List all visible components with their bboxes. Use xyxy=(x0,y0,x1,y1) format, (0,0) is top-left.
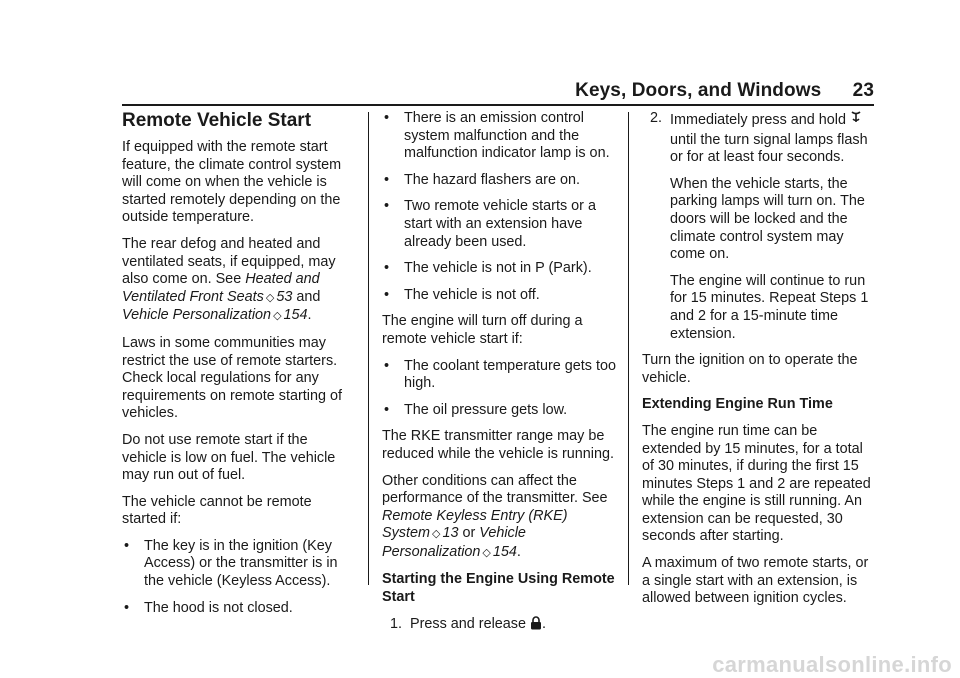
conjunction: or xyxy=(462,525,476,542)
xref-page[interactable]: 154 xyxy=(492,543,517,560)
step-text: Immediately press and hold xyxy=(670,112,846,128)
bullet-glyph: • xyxy=(384,260,390,277)
paragraph-text: The rear defog and heated and ventilated seats, if equipped, may also come on. See xyxy=(122,235,336,288)
list-item-text: The vehicle is not off. xyxy=(404,286,540,303)
xref-page[interactable]: 13 xyxy=(442,525,459,542)
bullet-glyph: • xyxy=(384,357,390,374)
column-3 xyxy=(642,110,874,617)
list-item xyxy=(382,198,618,251)
list-item xyxy=(382,110,618,163)
paragraph-fuel: Do not use remote start if the vehicle is low on fuel. The vehicle may run out of fuel. xyxy=(122,431,336,484)
header-rule xyxy=(122,104,874,106)
list-item xyxy=(382,172,618,190)
subheading-starting-engine: Starting the Engine Using Remote Start xyxy=(382,571,615,606)
period: . xyxy=(307,307,312,324)
page-number: 23 xyxy=(852,80,874,101)
column-1 xyxy=(122,110,354,626)
bullet-glyph: • xyxy=(124,599,130,616)
xref-arrow-icon: ◇ xyxy=(273,310,282,323)
bullet-glyph: • xyxy=(384,110,390,126)
conjunction: and xyxy=(296,288,321,305)
paragraph-range: The RKE transmitter range may be reduced while the vehicle is running. xyxy=(382,428,614,462)
section-title: Keys, Doors, and Windows xyxy=(575,80,822,101)
xref-arrow-icon: ◇ xyxy=(265,291,275,304)
step-1 xyxy=(382,616,618,636)
list-item xyxy=(382,358,618,393)
step-text: until the turn signal lamps flash or for at least four seconds. xyxy=(670,131,868,166)
step-text: Press and release xyxy=(410,615,526,632)
bullet-glyph: • xyxy=(384,198,390,215)
list-item-text: The vehicle is not in P (Park). xyxy=(404,260,592,277)
paragraph-maximum: A maximum of two remote starts, or a single start with an extension, is allowed between ignition cycles. xyxy=(642,555,869,607)
column-2 xyxy=(382,110,618,644)
list-item xyxy=(382,260,618,278)
paragraph-cannot-start: The vehicle cannot be remote started if: xyxy=(122,493,312,528)
lock-icon xyxy=(530,616,542,636)
list-item xyxy=(122,600,354,618)
period: . xyxy=(516,543,521,560)
paragraph-other-conditions xyxy=(382,473,618,563)
list-item-text: The key is in the ignition (Key Access) or the transmitter is in the vehicle (Keyless Access). xyxy=(144,537,338,590)
xref-vehicle-personalization[interactable]: Vehicle Personalization xyxy=(382,525,526,560)
paragraph-laws: Laws in some communities may restrict the use of remote starters. Check local regulations for any requirements on remote starting of vehicles. xyxy=(122,334,342,422)
list-item-text: The oil pressure gets low. xyxy=(404,401,568,418)
step-2-extension: The engine will continue to run for 15 minutes. Repeat Steps 1 and 2 for a 15-minute time extension. xyxy=(670,272,869,342)
xref-page[interactable]: 154 xyxy=(283,307,308,324)
paragraph-extend: The engine run time can be extended by 15 minutes, for a total of 30 minutes, if during the first 15 minutes Steps 1 and 2 are repeated while the engine is still running. An extension can be requested, 30 seconds after starting. xyxy=(642,422,871,545)
subheading-extending-run-time: Extending Engine Run Time xyxy=(642,396,833,413)
bullet-glyph: • xyxy=(384,401,390,418)
page-header xyxy=(575,82,874,100)
period: . xyxy=(542,615,546,632)
paragraph-text: Other conditions can affect the performance of the transmitter. See xyxy=(382,472,608,507)
section-heading: Remote Vehicle Start xyxy=(122,110,312,131)
paragraph-rear-defog xyxy=(122,236,354,326)
xref-vehicle-personalization[interactable]: Vehicle Personalization xyxy=(122,307,272,324)
step-2 xyxy=(642,110,874,167)
list-item-text: Two remote vehicle starts or a start with an extension have already been used. xyxy=(404,198,596,250)
xref-rke-system[interactable]: Remote Keyless Entry (RKE) System xyxy=(382,507,568,542)
list-item xyxy=(382,402,618,420)
xref-heated-seats[interactable]: Heated and Ventilated Front Seats xyxy=(122,271,320,305)
list-item xyxy=(122,538,354,591)
list-item-text: The hazard flashers are on. xyxy=(404,171,580,188)
bullet-glyph: • xyxy=(124,537,130,554)
step-2-result: When the vehicle starts, the parking lamps will turn on. The doors will be locked and the climate control system may come on. xyxy=(670,175,865,263)
remote-start-icon xyxy=(850,110,862,132)
column-divider-1 xyxy=(368,112,369,585)
paragraph-turn-off: The engine will turn off during a remote vehicle start if: xyxy=(382,313,583,347)
paragraph-ignition: Turn the ignition on to operate the vehicle. xyxy=(642,352,858,386)
step-number: 1. xyxy=(390,615,403,632)
step-number: 2. xyxy=(650,110,663,126)
column-divider-2 xyxy=(628,112,629,585)
list-item xyxy=(382,287,618,305)
watermark: carmanualsonline.info xyxy=(712,652,952,678)
paragraph-intro: If equipped with the remote start feature, the climate control system will come on when the vehicle is started remotely depending on the outside temperature. xyxy=(122,139,342,226)
xref-arrow-icon: ◇ xyxy=(431,528,441,541)
bullet-glyph: • xyxy=(384,171,390,188)
list-item-text: There is an emission control system malfunction and the malfunction indicator lamp is on. xyxy=(404,110,610,162)
list-item-text: The coolant temperature gets too high. xyxy=(404,357,616,392)
list-item-text: The hood is not closed. xyxy=(144,599,293,616)
xref-arrow-icon: ◇ xyxy=(482,546,491,559)
bullet-glyph: • xyxy=(384,286,390,303)
xref-page[interactable]: 53 xyxy=(276,288,293,305)
